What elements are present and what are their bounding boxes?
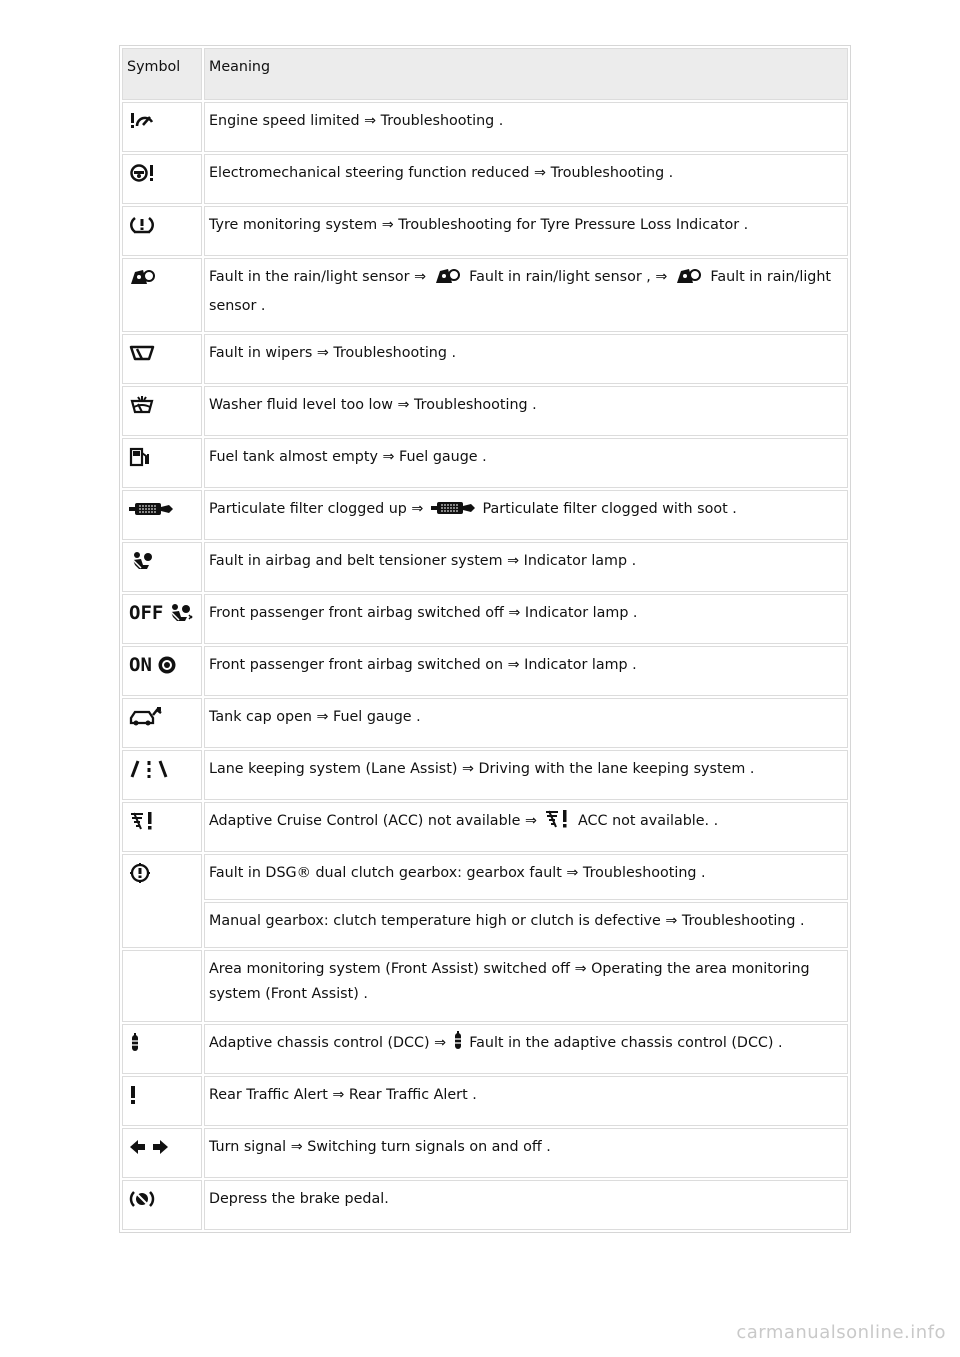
symbol-cell: [122, 102, 202, 152]
rain-light-sensor-icon: [434, 267, 462, 294]
table-row: [122, 542, 848, 592]
steering-warning-icon: [129, 164, 157, 182]
meaning-text-part: Fault in the rain/light sensor ⇒: [209, 269, 427, 285]
meaning-cell: [204, 802, 848, 852]
symbol-cell: [122, 386, 202, 436]
meaning-text-part: Fault in rain/light sensor , ⇒: [469, 269, 668, 285]
table-row: [122, 154, 848, 204]
meaning-cell: Front passenger front airbag switched off ⇒ Indicator lamp .: [204, 594, 848, 644]
table-row: [122, 750, 848, 800]
symbol-cell: [122, 1180, 202, 1230]
washer-fluid-icon: [129, 396, 155, 414]
dcc-icon: [452, 1031, 464, 1060]
exclamation-icon: [129, 1085, 137, 1105]
particulate-filter-icon: [431, 499, 475, 526]
meaning-cell: [204, 258, 848, 332]
acc-warning-icon: [544, 809, 570, 838]
table-row: [122, 950, 848, 1022]
symbol-cell: [122, 698, 202, 748]
rain-light-sensor-icon: [675, 267, 703, 294]
engine-speed-limited-icon: [129, 112, 155, 130]
table-row: [122, 902, 848, 948]
airbag-on-label: ON: [129, 653, 152, 676]
symbol-cell: [122, 802, 202, 852]
symbol-cell: [122, 646, 202, 696]
meaning-text-part: Adaptive Cruise Control (ACC) not available ⇒: [209, 813, 537, 829]
symbol-cell: [122, 206, 202, 256]
table-row: [122, 1024, 848, 1074]
table-row: [122, 334, 848, 384]
table-row: [122, 854, 848, 900]
meaning-cell: Depress the brake pedal.: [204, 1180, 848, 1230]
meaning-cell: [204, 490, 848, 540]
wiper-icon: [129, 344, 155, 362]
meaning-cell: Area monitoring system (Front Assist) switched off ⇒ Operating the area monitoring system (Front Assist) .: [204, 950, 848, 1022]
table-row: [122, 438, 848, 488]
header-symbol: Symbol: [122, 48, 202, 100]
meaning-text-part: ACC not available. .: [578, 813, 719, 829]
symbol-cell: [122, 154, 202, 204]
table-row: [122, 802, 848, 852]
meaning-text-part: Fault in the adaptive chassis control (DCC) .: [469, 1035, 783, 1051]
table-row: [122, 594, 848, 644]
brake-pedal-icon: [129, 1189, 155, 1209]
meaning-cell: Engine speed limited ⇒ Troubleshooting .: [204, 102, 848, 152]
meaning-cell: Manual gearbox: clutch temperature high or clutch is defective ⇒ Troubleshooting .: [204, 902, 848, 948]
symbol-cell: [122, 950, 202, 1022]
symbol-table: [119, 45, 851, 1233]
symbol-cell: [122, 750, 202, 800]
table-row: [122, 386, 848, 436]
table-header-row: [122, 48, 848, 100]
symbol-cell: [122, 542, 202, 592]
header-meaning: Meaning: [204, 48, 848, 100]
symbol-cell: [122, 1128, 202, 1178]
meaning-cell: Fault in wipers ⇒ Troubleshooting .: [204, 334, 848, 384]
table-row: [122, 1180, 848, 1230]
meaning-cell: Fault in DSG® dual clutch gearbox: gearbox fault ⇒ Troubleshooting .: [204, 854, 848, 900]
meaning-cell: Electromechanical steering function reduced ⇒ Troubleshooting .: [204, 154, 848, 204]
fuel-pump-icon: [129, 447, 151, 467]
symbol-cell: [122, 1024, 202, 1074]
meaning-cell: Tank cap open ⇒ Fuel gauge .: [204, 698, 848, 748]
symbol-cell: [122, 334, 202, 384]
symbol-cell: [122, 438, 202, 488]
meaning-cell: Fault in airbag and belt tensioner system ⇒ Indicator lamp .: [204, 542, 848, 592]
symbol-cell: [122, 258, 202, 332]
meaning-text-part: Particulate filter clogged with soot .: [482, 501, 737, 517]
table-row: [122, 698, 848, 748]
airbag-off-icon: [129, 603, 193, 623]
tyre-pressure-icon: [129, 216, 155, 234]
symbol-cell: [122, 594, 202, 644]
table-row: [122, 646, 848, 696]
meaning-cell: Turn signal ⇒ Switching turn signals on and off .: [204, 1128, 848, 1178]
airbag-off-label: OFF: [129, 601, 164, 624]
table-row: [122, 1076, 848, 1126]
lane-assist-icon: [129, 759, 169, 779]
gearbox-fault-icon: [129, 863, 151, 883]
table-row: [122, 102, 848, 152]
meaning-cell: Fuel tank almost empty ⇒ Fuel gauge .: [204, 438, 848, 488]
airbag-icon: [129, 551, 155, 571]
meaning-cell: [204, 1024, 848, 1074]
dcc-icon: [129, 1033, 141, 1053]
symbol-cell: [122, 490, 202, 540]
particulate-filter-icon: [129, 500, 173, 518]
rain-light-sensor-icon: [129, 268, 157, 286]
meaning-cell: Washer fluid level too low ⇒ Troubleshooting .: [204, 386, 848, 436]
meaning-text-part: Adaptive chassis control (DCC) ⇒: [209, 1035, 447, 1051]
meaning-text-part: Particulate filter clogged up ⇒: [209, 501, 424, 517]
watermark: carmanualsonline.info: [736, 1322, 946, 1343]
symbol-table-container: [119, 45, 851, 1233]
meaning-text-part: Fault in rain/light sensor .: [209, 269, 832, 314]
meaning-cell: Tyre monitoring system ⇒ Troubleshooting for Tyre Pressure Loss Indicator .: [204, 206, 848, 256]
table-row: [122, 258, 848, 332]
meaning-cell: Front passenger front airbag switched on ⇒ Indicator lamp .: [204, 646, 848, 696]
tank-cap-icon: [129, 707, 163, 727]
turn-signal-icon: [129, 1138, 169, 1156]
table-row: [122, 206, 848, 256]
airbag-on-icon: [129, 655, 177, 675]
meaning-cell: Lane keeping system (Lane Assist) ⇒ Driving with the lane keeping system .: [204, 750, 848, 800]
table-row: [122, 490, 848, 540]
table-row: [122, 1128, 848, 1178]
symbol-cell: [122, 854, 202, 948]
meaning-cell: Rear Traffic Alert ⇒ Rear Traffic Alert .: [204, 1076, 848, 1126]
acc-warning-icon: [129, 811, 155, 831]
symbol-cell: [122, 1076, 202, 1126]
